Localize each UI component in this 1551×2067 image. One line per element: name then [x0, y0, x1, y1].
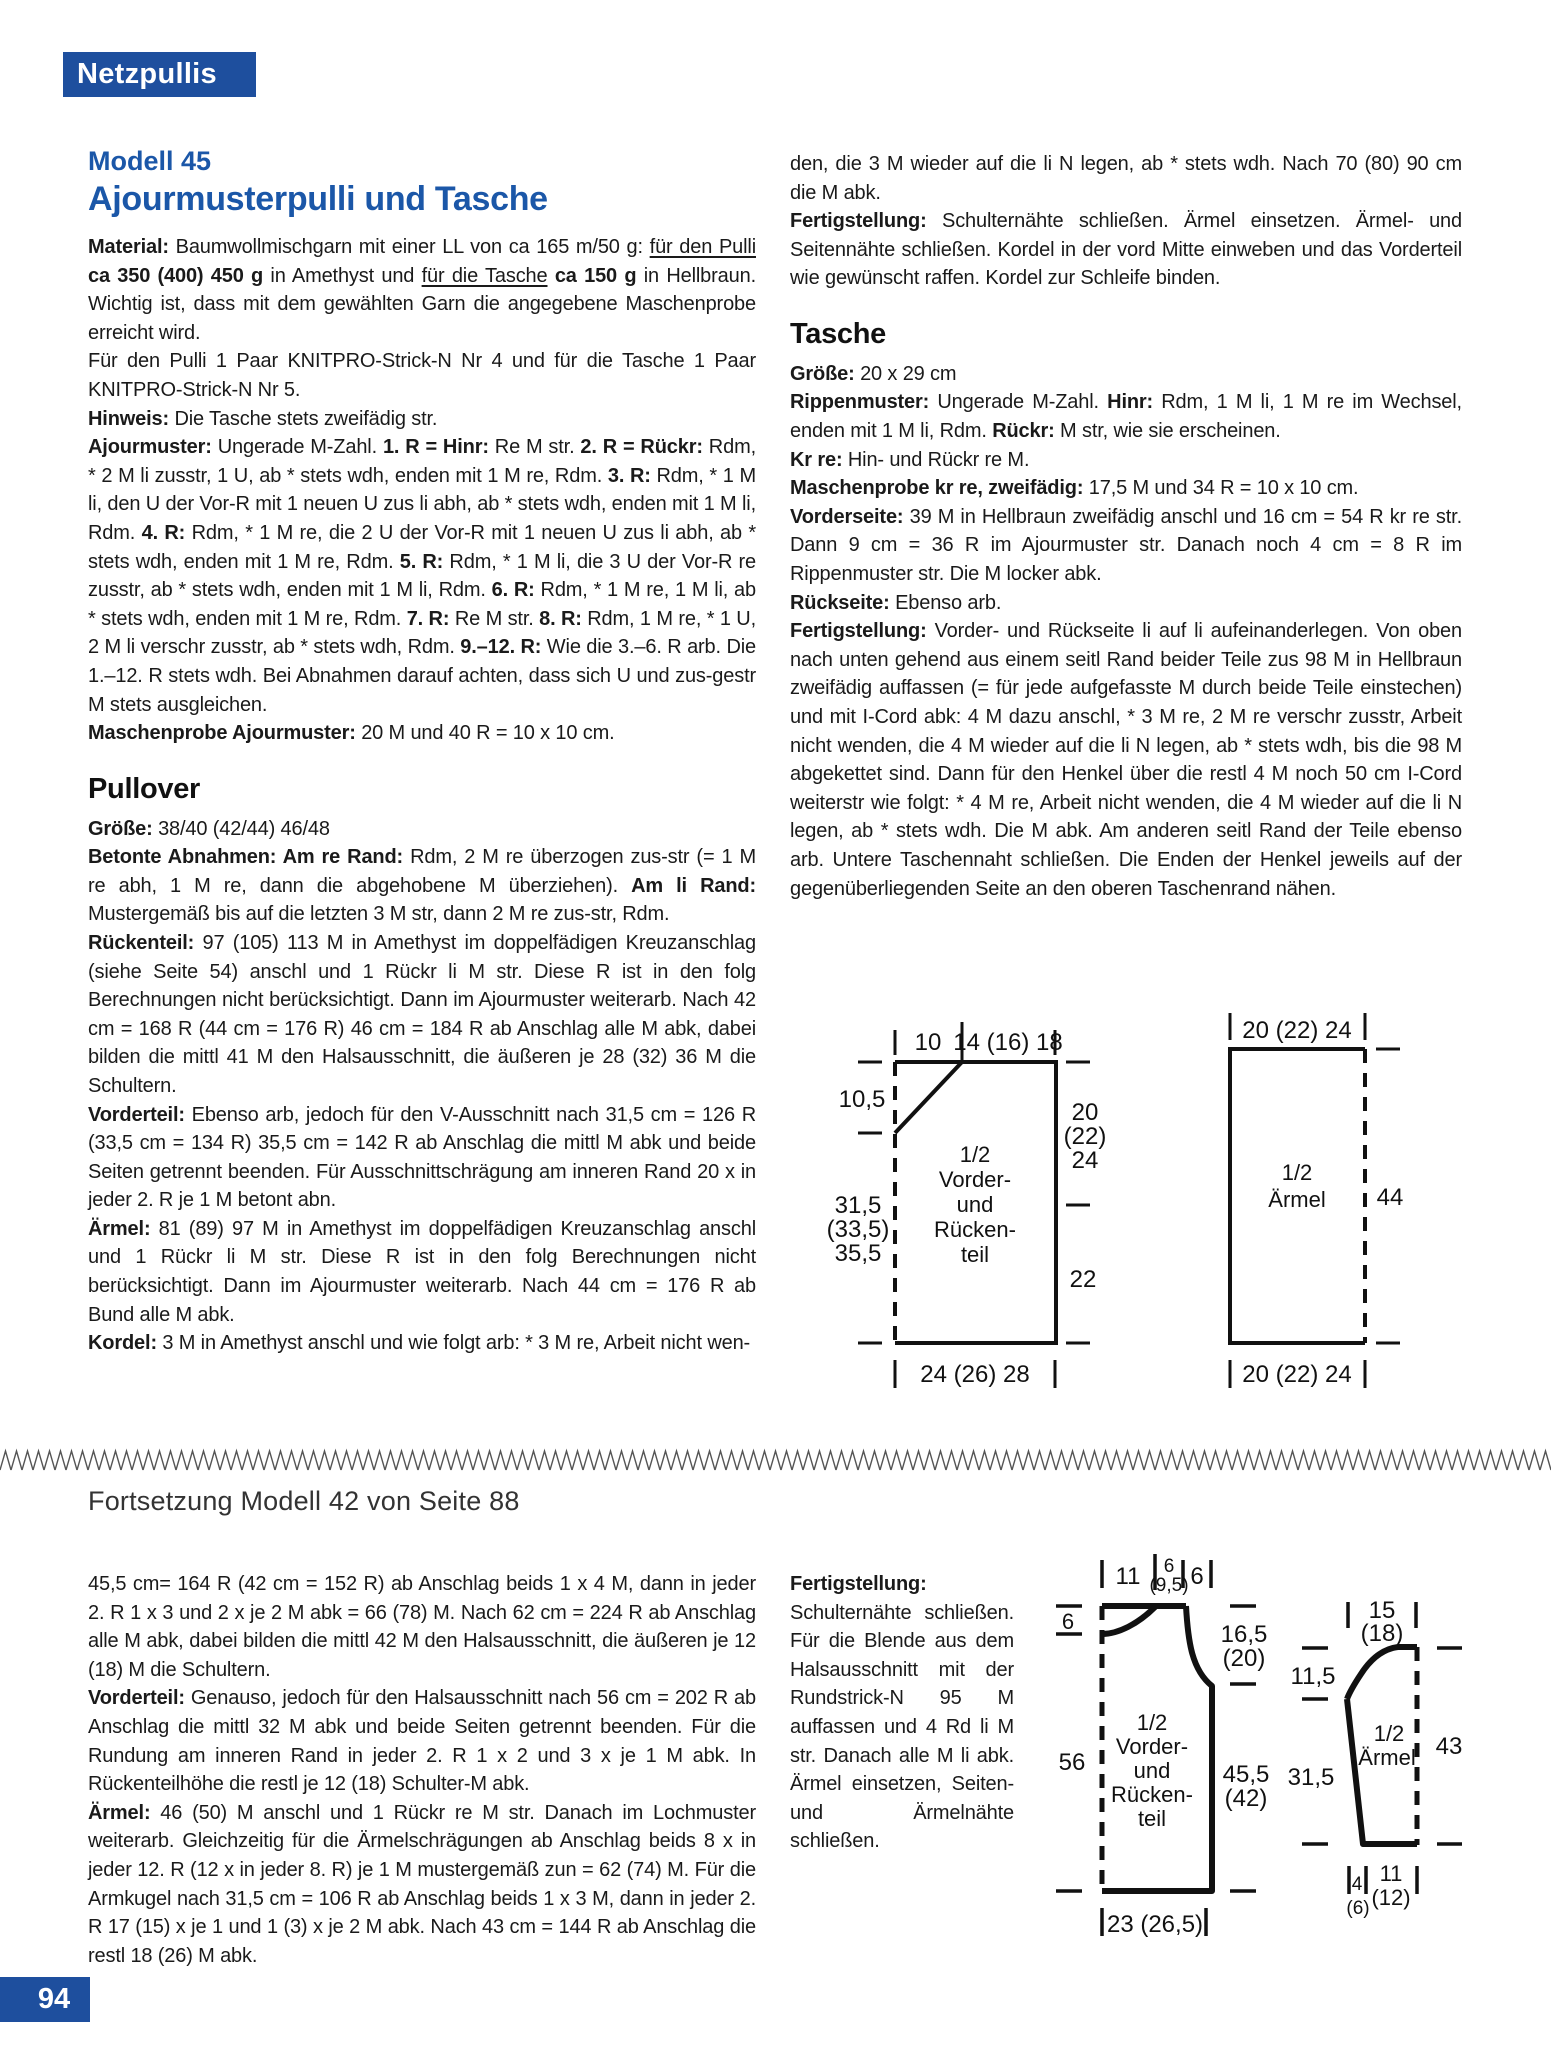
paragraph: Vorderteil: Ebenso arb, jedoch für den V-Ausschnitt nach 31,5 cm = 126 R (33,5 cm = 134 R) 35,5 cm = 142 R ab Anschlag die mittl M abk und beide Seiten getrennt beenden. Für Ausschnittschrägung am inneren Rand 20 x in jeder 2. R je 1 M betont abn. — [88, 1103, 756, 1212]
dim-label: 20 (22) 24 — [1242, 1017, 1352, 1044]
dim-label: 6 — [1061, 1609, 1075, 1634]
intro-paragraphs — [88, 233, 756, 748]
dim-label: 10 — [914, 1029, 942, 1056]
schematic-body-45 — [827, 1022, 1107, 1388]
dim-label: 11,5 — [1290, 1663, 1336, 1690]
dim-label: 6 — [1190, 1563, 1204, 1590]
dim-label: 56 — [1058, 1749, 1086, 1776]
dim-label: 16,5 — [1220, 1621, 1268, 1648]
neck-curve — [1102, 1607, 1155, 1634]
pullover-paragraphs — [88, 815, 756, 1358]
paragraph: Rippenmuster: Ungerade M-Zahl. Hinr: Rdm, 1 M li, 1 M re im Wechsel, enden mit 1 M li, Rdm. Rückr: M str, wie sie erscheinen. — [790, 391, 1462, 443]
dim-label: 15 — [1368, 1597, 1396, 1624]
paragraph: Vorderteil: Genauso, jedoch für den Halsausschnitt nach 56 cm = 202 R ab Anschlag die mittl 32 M abk und beide Seiten getrennt beenden. Für die Rundung am inneren Rand in jeder 2. R 1 x 2 und 3 x je 1 M abk. In Rückenteilhöhe die restl je 12 (18) Schulter-M abk. — [88, 1687, 756, 1796]
dim-label: 31,5 — [834, 1192, 882, 1219]
dim-label: (6) — [1346, 1898, 1370, 1919]
continuation-column-finishing — [790, 1570, 1014, 1856]
continuation-heading: Fortsetzung Modell 42 von Seite 88 — [88, 1486, 520, 1516]
dim-label: 6 — [1163, 1556, 1175, 1577]
paragraph: Betonte Abnahmen: Am re Rand: Rdm, 2 M re überzogen zus-str (= 1 M re abh, 1 M re, dann die abgehobene M überziehen). Am li Rand: Mustergemäß bis auf die letzten 3 M str, dann 2 M re zus-str, Rdm. — [88, 846, 756, 926]
model-number: Modell 45 — [88, 146, 212, 176]
piece-label: teil — [960, 1242, 990, 1267]
piece-label: 1/2 — [1136, 1710, 1168, 1735]
dim-label: 35,5 — [834, 1240, 882, 1267]
column-left — [88, 233, 756, 1358]
dim-label: 11 — [1115, 1563, 1141, 1590]
dim-label: 10,5 — [838, 1086, 886, 1113]
page-title: Ajourmusterpulli und Tasche — [88, 180, 548, 218]
paragraph: den, die 3 M wieder auf die li N legen, ab * stets wdh. Nach 70 (80) 90 cm die M abk. — [790, 153, 1462, 204]
dim-label: 4 — [1351, 1874, 1363, 1895]
piece-label: Vorder- — [1115, 1734, 1189, 1759]
schematics-model45 — [790, 995, 1490, 1400]
schematic-sleeve-45 — [1230, 1013, 1403, 1388]
zigzag-divider — [0, 1448, 1551, 1474]
dim-label: 20 — [1071, 1099, 1099, 1126]
dim-label: (9,5) — [1149, 1575, 1189, 1596]
section-tag-label: Netzpullis — [77, 58, 217, 90]
schematic-body-42 — [1056, 1554, 1269, 1938]
paragraph: Hinweis: Die Tasche stets zweifädig str. — [88, 407, 438, 430]
schematics-model42 — [1040, 1545, 1485, 1945]
paragraph: Größe: 38/40 (42/44) 46/48 — [88, 817, 330, 840]
dim-label: 14 (16) 18 — [953, 1029, 1063, 1056]
heading-pullover: Pullover — [88, 772, 201, 805]
dim-label: 22 — [1069, 1266, 1097, 1293]
continuation-paragraphs — [790, 150, 1462, 293]
dim-label: (42) — [1224, 1785, 1268, 1812]
piece-label: Vorder- — [938, 1167, 1012, 1192]
piece-label: 1/2 — [1373, 1721, 1405, 1746]
paragraph: Fertigstellung: Vorder- und Rückseite li auf li aufeinanderlegen. Von oben nach unten gehend aus einem seitl Rand beider Teile zus 98 M in Hellbraun zweifädig auffassen (= für jede aufgefasste M durch beide Teile einstechen) und mit I-Cord abk: 4 M dazu anschl, * 3 M re, 2 M re verschr zusstr, Arbeit nicht wenden, die 4 M wieder auf die li N legen, ab * stets wdh, bis die 98 M abgekettet sind. Dann für den Henkel über die restl 4 M noch 50 cm I-Cord weiterstr wie folgt: * 4 M re, Arbeit nicht wenden, die 4 M wieder auf die li N legen, ab * stets wdh. Die M abk. Am anderen seitl Rand der Teile ebenso arb. Untere Taschennaht schließen. Die Enden der Henkel jeweils auf der gegenüberliegenden Seite an den oberen Taschenrand nähen. — [790, 620, 1462, 900]
paragraph: Größe: 20 x 29 cm — [790, 362, 957, 385]
piece-label: Ärmel — [1358, 1745, 1416, 1770]
paragraph: Ärmel: 46 (50) M anschl und 1 Rückr re M str. Danach im Lochmuster weiterarb. Gleichzeitig für die Ärmelschrägungen ab Anschlag beids 8 x in jeder 12. R (12 x in jeder 8. R) je 1 M mustergemäß zun = 62 (74) M. Für die Armkugel nach 31,5 cm = 106 R ab Anschlag beids 1 x 3 M, dann in jeder 2. R 17 (15) x je 1 und 1 (3) x je 2 M abk. Nach 43 cm = 144 R ab Anschlag die restl 18 (26) M abk. — [88, 1801, 756, 1967]
schematic-sleeve-42 — [1288, 1597, 1463, 1919]
dim-label: (33,5) — [826, 1216, 890, 1243]
piece-label: Rücken- — [934, 1217, 1016, 1242]
paragraph: Ärmel: 81 (89) 97 M in Amethyst im doppelfädigen Kreuzanschlag anschl und 1 Rückr li M str. Diese R ist in den folg Berechnungen nicht berücksichtigt. Dann im Ajourmuster weiterarb. Nach 44 cm = 176 R ab Bund alle M abk. — [88, 1217, 756, 1326]
dim-label: (20) — [1222, 1645, 1266, 1672]
paragraph: Material: Baumwollmischgarn mit einer LL von ca 165 m/50 g: für den Pulli ca 350 (400) 450 g in Amethyst und für die Tasche ca 150 g in Hellbraun. Wichtig ist, dass mit dem gewählten Garn die angegebene Maschenprobe erreicht wird. — [88, 236, 756, 344]
paragraph: Ajourmuster: Ungerade M-Zahl. 1. R = Hinr: Re M str. 2. R = Rückr: Rdm, * 2 M li zusstr, 1 U, ab * stets wdh, enden mit 1 M re, Rdm. 3. R: Rdm, * 1 M li, den U der Vor-R mit 1 neuen U zus li abh, ab * stets wdh, enden mit 1 M li, Rdm. 4. R: Rdm, * 1 M re, die 2 U der Vor-R mit 1 neuen U zus li abh, ab * stets wdh, enden mit 1 M re, Rdm. 5. R: Rdm, * 1 M li, die 3 U der Vor-R re zusstr, ab * stets wdh, enden mit 1 M li, Rdm. 6. R: Rdm, * 1 M re, 1 M li, ab * stets wdh, enden mit 1 M re, Rdm. 7. R: Re M str. 8. R: Rdm, 1 M re, * 1 U, 2 M li verschr zusstr, ab * stets wdh, Rdm. 9.–12. R: Wie die 3.–6. R arb. Die 1.–12. R stets wdh. Bei Abnahmen darauf achten, dass sich U und zus-gestr M stets ausgleichen. — [88, 436, 757, 716]
paragraph: Rückseite: Ebenso arb. — [790, 591, 1002, 614]
dim-label: (18) — [1360, 1620, 1404, 1647]
vneck-line — [895, 1062, 962, 1133]
dim-label: (22) — [1063, 1123, 1107, 1150]
page-number: 94 — [37, 1983, 71, 2015]
piece-label: Rücken- — [1111, 1782, 1193, 1807]
dim-label: 45,5 — [1222, 1761, 1270, 1788]
piece-label: 1/2 — [959, 1142, 991, 1167]
paragraph: Fertigstellung: Schulternähte schließen. Ärmel einsetzen. Ärmel- und Seitennähte schließen. Kordel in der vord Mitte einweben und das Vorderteil wie gewünscht raffen. Kordel zur Schleife binden. — [790, 210, 1462, 290]
dim-label: 44 — [1376, 1184, 1404, 1211]
dim-label: 24 (26) 28 — [920, 1361, 1030, 1388]
paragraph: Maschenprobe Ajourmuster: 20 M und 40 R = 10 x 10 cm. — [88, 722, 615, 745]
dim-label: 20 (22) 24 — [1242, 1361, 1352, 1388]
dim-label: 11 — [1379, 1861, 1403, 1886]
paragraph: Fertigstellung: Schulternähte schließen. Für die Blende aus dem Halsausschnitt mit der Rundstrick-N 95 M auffassen und 4 Rd li M str. Danach alle M li abk. Ärmel einsetzen, Seiten- und Ärmelnähte schließen. — [790, 1573, 1014, 1853]
piece-label: und — [1133, 1758, 1171, 1783]
continuation-column-left — [88, 1570, 756, 1970]
dim-label: 24 — [1071, 1147, 1099, 1174]
sleeve-cap-curve — [1347, 1647, 1417, 1699]
piece-label: 1/2 — [1281, 1160, 1313, 1185]
dim-label: 31,5 — [1287, 1764, 1335, 1791]
paragraph: Für den Pulli 1 Paar KNITPRO-Strick-N Nr 4 und für die Tasche 1 Paar KNITPRO-Strick-N Nr 5. — [88, 350, 756, 401]
paragraph: Kr re: Hin- und Rückr re M. — [790, 448, 1030, 471]
page-number-box — [0, 1977, 90, 2022]
dim-label: 43 — [1435, 1733, 1463, 1760]
heading-tasche: Tasche — [790, 317, 886, 350]
dim-label: 23 (26,5) — [1106, 1911, 1204, 1938]
dim-label: (12) — [1371, 1885, 1411, 1910]
paragraph: Maschenprobe kr re, zweifädig: 17,5 M und 34 R = 10 x 10 cm. — [790, 477, 1359, 500]
column-right — [790, 150, 1462, 903]
paragraph: Rückenteil: 97 (105) 113 M in Amethyst im doppelfädigen Kreuzanschlag (siehe Seite 54) anschl und 1 Rückr li M str. Diese R ist in den folg Berechnungen nicht berücksichtigt. Dann im Ajourmuster weiterarb. Nach 42 cm = 168 R (44 cm = 176 R) 46 cm = 184 R ab Anschlag alle M abk, dabei bilden die mittl 41 M den Halsausschnitt, die äußeren je 28 (32) 36 M die Schultern. — [88, 931, 756, 1097]
paragraph: Vorderseite: 39 M in Hellbraun zweifädig anschl und 16 cm = 54 R kr re str. Dann 9 cm = 36 R im Ajourmuster str. Danach noch 4 cm = 8 R im Rippenmuster str. Die M locker abk. — [790, 505, 1462, 586]
piece-label: Ärmel — [1268, 1187, 1326, 1212]
piece-label: und — [956, 1192, 994, 1217]
section-tag — [63, 52, 256, 97]
piece-label: teil — [1137, 1806, 1167, 1831]
paragraph: 45,5 cm= 164 R (42 cm = 152 R) ab Anschlag beids 1 x 4 M, dann in jeder 2. R 1 x 3 und 2 x je 2 M abk = 66 (78) M. Nach 62 cm = 224 R ab Anschlag alle M abk, dabei bilden die mittl 42 M den Halsausschnitt, die äußeren je 12 (18) M die Schultern. — [88, 1573, 756, 1681]
paragraph: Kordel: 3 M in Amethyst anschl und wie folgt arb: * 3 M re, Arbeit nicht wen- — [88, 1332, 751, 1355]
tasche-paragraphs — [790, 360, 1462, 903]
